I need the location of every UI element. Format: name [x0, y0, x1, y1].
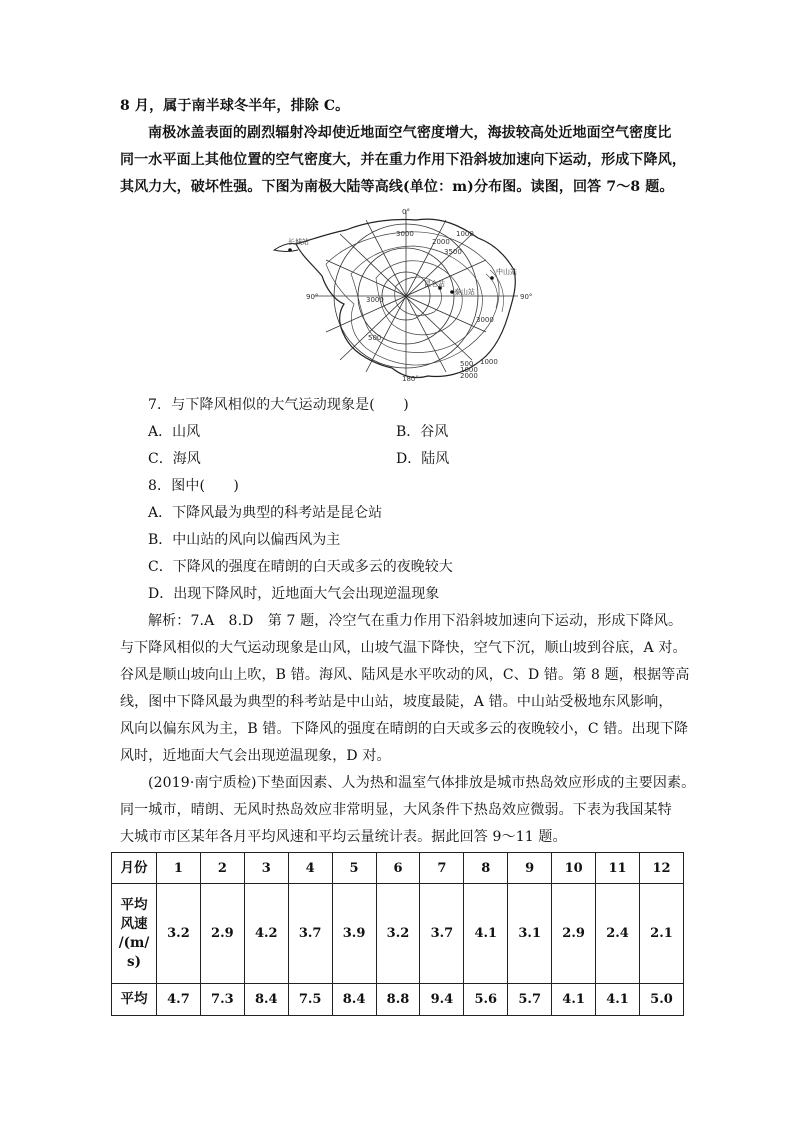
map-contour-1000: 1000: [456, 230, 474, 238]
table-month-cell: 6: [376, 853, 420, 884]
map-label-zhongshan: 中山站: [496, 268, 517, 276]
question-8-option-a: A．下降风最为典型的科考站是昆仑站: [148, 505, 383, 521]
table-cloud-row: [112, 984, 684, 1016]
table-month-cell: 3: [244, 853, 288, 884]
map-label-90w: 90°: [306, 293, 319, 301]
analysis-line-2: 与下降风相似的大气运动现象是山风，山坡气温下降快，空气下沉，顺山坡到谷底，A 对。: [120, 640, 687, 656]
table-cloud-cell: 5.0: [639, 984, 683, 1016]
intro-line-1: 8 月，属于南半球冬半年，排除 C。: [120, 98, 350, 114]
map-contour-2000: 2000: [432, 238, 450, 246]
table-cloud-cell: 7.3: [200, 984, 244, 1016]
table-month-cell: 10: [552, 853, 596, 884]
intro-line-2: 南极冰盖表面的剧烈辐射冷却使近地面空气密度增大，海拔较高处近地面空气密度比: [148, 125, 672, 141]
table-cloud-label: 平均: [112, 984, 157, 1016]
table-wind-cell: 4.1: [464, 884, 508, 984]
passage-2-line-2: 同一城市，晴朗、无风时热岛效应非常明显，大风条件下热岛效应微弱。下表为我国某特: [120, 802, 672, 818]
question-7-stem: 7．与下降风相似的大气运动现象是( ): [148, 397, 409, 413]
table-wind-cell: 3.2: [376, 884, 420, 984]
map-label-kunlun: 昆仑站: [424, 280, 445, 288]
table-month-cell: 8: [464, 853, 508, 884]
map-label-180deg: 180°: [402, 375, 419, 382]
table-month-cell: 4: [288, 853, 332, 884]
table-header-month-label: 月份: [112, 853, 157, 884]
table-wind-label: 平均 风速 /(m/ s): [112, 884, 157, 984]
analysis-line-4: 线，图中下降风最为典型的科考站是中山站，坡度最陡，A 错。中山站受极地东风影响，: [120, 694, 673, 710]
table-month-cell: 11: [596, 853, 640, 884]
table-month-cell: 5: [332, 853, 376, 884]
table-cloud-cell: 5.6: [464, 984, 508, 1016]
table-month-cell: 2: [200, 853, 244, 884]
table-wind-cell: 2.4: [596, 884, 640, 984]
table-wind-cell: 4.2: [244, 884, 288, 984]
table-wind-cell: 2.1: [639, 884, 683, 984]
map-label-0deg: 0°: [402, 208, 410, 216]
table-cloud-cell: 5.7: [508, 984, 552, 1016]
question-8-option-d: D．出现下降风时，近地面大气会出现逆温现象: [148, 586, 440, 602]
map-contour-3500: 3500: [444, 248, 462, 256]
table-header-row: [112, 853, 684, 884]
table-month-cell: 12: [639, 853, 683, 884]
map-contour-3000-right: 3000: [476, 316, 494, 324]
table-cloud-cell: 4.7: [157, 984, 201, 1016]
table-cloud-cell: 7.5: [288, 984, 332, 1016]
table-wind-cell: 2.9: [552, 884, 596, 984]
table-month-cell: 9: [508, 853, 552, 884]
table-wind-cell: 3.7: [420, 884, 464, 984]
map-contour-1000-b: 1000: [460, 366, 478, 374]
map-contour-500-b: 500: [460, 360, 474, 368]
map-contour-3000-left: 3000: [366, 296, 384, 304]
wind-cloud-stats-table: [111, 852, 684, 1016]
passage-2-line-3: 大城市市区某年各月平均风速和平均云量统计表。据此回答 9～11 题。: [120, 829, 567, 845]
question-7-option-b: B．谷风: [396, 424, 449, 440]
table-wind-cell: 2.9: [200, 884, 244, 984]
table-cloud-cell: 4.1: [552, 984, 596, 1016]
map-label-changcheng: 长城站: [288, 238, 309, 246]
analysis-line-6: 风时，近地面大气会出现逆温现象，D 对。: [120, 748, 391, 764]
question-7-option-a: A．山风: [148, 424, 201, 440]
map-label-taishan: 泰山站: [454, 288, 475, 296]
table-cloud-cell: 4.1: [596, 984, 640, 1016]
map-contour-2000-b: 2000: [460, 372, 478, 380]
question-8-option-b: B．中山站的风向以偏西风为主: [148, 532, 341, 548]
table-wind-row: [112, 884, 684, 984]
map-label-90e: 90°: [520, 293, 533, 301]
analysis-line-5: 风向以偏东风为主，B 错。下降风的强度在晴朗的白天或多云的夜晚较小，C 错。出现下降: [120, 721, 689, 737]
analysis-line-1: 解析：7.A 8.D 第 7 题，冷空气在重力作用下沿斜坡加速向下运动，形成下降风。: [148, 613, 683, 629]
table-cloud-cell: 8.4: [244, 984, 288, 1016]
analysis-line-3: 谷风是顺山坡向山上吹，B 错。海风、陆风是水平吹动的风，C、D 错。第 8 题，根据等高: [120, 667, 690, 683]
table-wind-cell: 3.1: [508, 884, 552, 984]
map-contour-500-a: 500: [368, 334, 382, 342]
question-8-option-c: C．下降风的强度在晴朗的白天或多云的夜晚较大: [148, 559, 453, 575]
table-wind-cell: 3.7: [288, 884, 332, 984]
question-7-option-d: D．陆风: [396, 451, 450, 467]
table-wind-cell: 3.9: [332, 884, 376, 984]
map-contour-3000-top: 3000: [396, 230, 414, 238]
table-cloud-cell: 9.4: [420, 984, 464, 1016]
question-8-stem: 8．图中( ): [148, 478, 240, 494]
table-wind-cell: 3.2: [157, 884, 201, 984]
intro-line-3: 同一水平面上其他位置的空气密度大，并在重力作用下沿斜坡加速向下运动，形成下降风，: [120, 152, 686, 168]
table-month-cell: 1: [157, 853, 201, 884]
table-cloud-cell: 8.8: [376, 984, 420, 1016]
intro-line-4: 其风力大，破坏性强。下图为南极大陆等高线(单位：m)分布图。读图，回答 7～8 题。: [120, 179, 674, 195]
table-cloud-cell: 8.4: [332, 984, 376, 1016]
map-contour-1000-c: 1000: [480, 358, 498, 366]
antarctica-contour-map: [256, 204, 542, 382]
passage-2-line-1: (2019·南宁质检)下垫面因素、人为热和温室气体排放是城市热岛效应形成的主要因素。: [148, 775, 696, 791]
question-7-option-c: C．海风: [148, 451, 201, 467]
table-month-cell: 7: [420, 853, 464, 884]
